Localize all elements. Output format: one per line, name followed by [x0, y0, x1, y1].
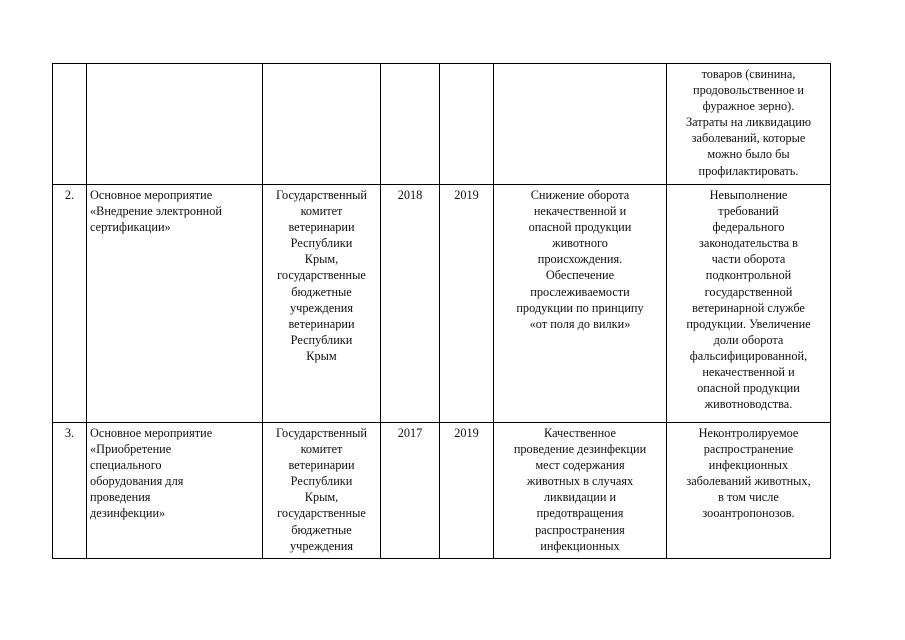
end-year-cell: 2019	[440, 423, 494, 559]
measure-name-text: Основное мероприятие «Приобретение специального оборудования для проведения дезинфекции»	[90, 426, 213, 521]
expected-result-cell: Снижение оборота некачественной и опасной продукции животного происхождения. Обеспечение прослеживаемости продукции по принципу «от поля до вилки»	[494, 185, 667, 423]
start-year-cell: 2017	[381, 423, 440, 559]
measure-name-cell	[87, 64, 263, 185]
row-number-cell	[53, 64, 87, 185]
row-number-cell: 3.	[53, 423, 87, 559]
end-year-cell: 2019	[440, 185, 494, 423]
measures-table	[52, 63, 831, 559]
executor-cell	[263, 64, 381, 185]
start-year-cell: 2018	[381, 185, 440, 423]
row-number-cell: 2.	[53, 185, 87, 423]
table-row	[53, 423, 831, 559]
executor-text: Государственный комитет ветеринарии Республики Крым, государственные бюджетные учреждения	[275, 426, 368, 553]
consequences-cell	[667, 423, 831, 559]
table-row	[53, 64, 831, 185]
expected-result-cell	[494, 64, 667, 185]
table-row	[53, 185, 831, 423]
start-year-cell	[381, 64, 440, 185]
end-year-cell	[440, 64, 494, 185]
executor-cell: Государственный комитет ветеринарии Республики Крым, государственные бюджетные учреждения ветеринарии Республики Крым	[263, 185, 381, 423]
executor-cell	[263, 423, 381, 559]
expected-result-text: Качественное проведение дезинфекции мест содержания животных в случаях ликвидации и предотвращения распространения инфекционных	[513, 426, 647, 553]
consequences-cell: товаров (свинина, продовольственное и фуражное зерно). Затраты на ликвидацию заболеваний, которые можно было бы профилактировать.	[667, 64, 831, 185]
measure-name-cell: Основное мероприятие «Внедрение электронной сертификации»	[87, 185, 263, 423]
consequences-text: Неконтролируемое распространение инфекционных заболеваний животных, в том числе зооантропонозов.	[686, 426, 811, 521]
consequences-cell: Невыполнение требований федерального законодательства в части оборота подконтрольной государственной ветеринарной службе продукции. Увеличение доли оборота фальсифицированной, некачественной и опасной продукции животноводства.	[667, 185, 831, 423]
measure-name-cell	[87, 423, 263, 559]
expected-result-cell	[494, 423, 667, 559]
